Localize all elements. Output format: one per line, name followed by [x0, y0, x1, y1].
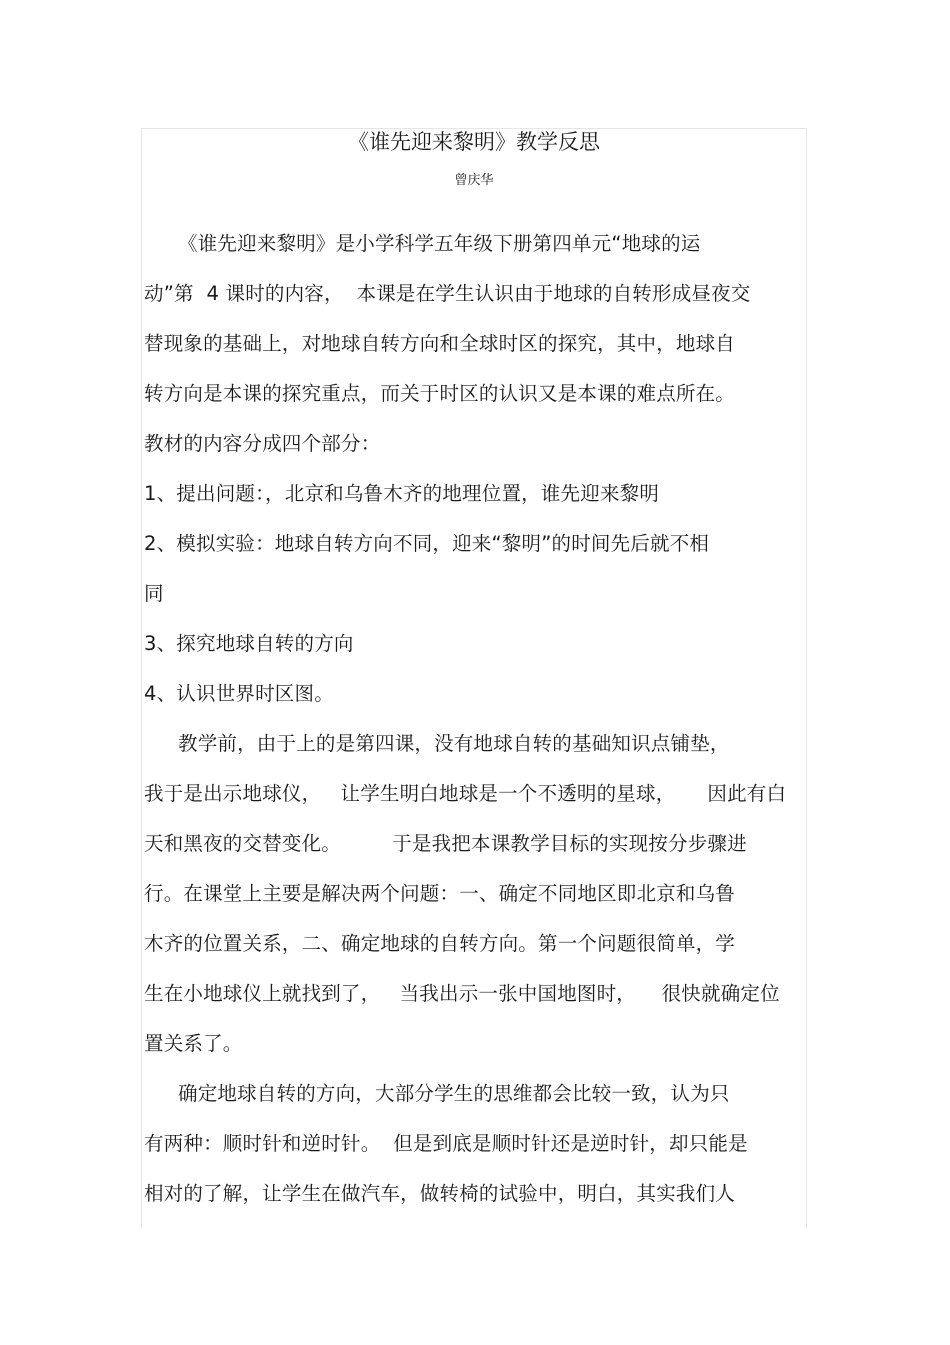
paragraph-line: 我于是出示地球仪， 让学生明白地球是一个不透明的星球， 因此有白	[144, 782, 787, 805]
document-author: 曾庆华	[454, 173, 494, 188]
paragraph-line: 相对的了解，让学生在做汽车，做转椅的试验中，明白，其实我们人	[144, 1182, 736, 1205]
paragraph-line: 行。在课堂上主要是解决两个问题：一、确定不同地区即北京和乌鲁	[144, 882, 736, 905]
list-item-line: 3、探究地球自转的方向	[144, 632, 354, 655]
paragraph-line: 天和黑夜的交替变化。 于是我把本课教学目标的实现按分步骤进	[144, 832, 747, 855]
paragraph-line: 生在小地球仪上就找到了， 当我出示一张中国地图时， 很快就确定位	[144, 982, 780, 1005]
list-item-line: 2、模拟实验：地球自转方向不同，迎来“黎明”的时间先后就不相	[144, 532, 710, 555]
document-title: 《谁先迎来黎明》教学反思	[348, 130, 600, 154]
paragraph-line: 《谁先迎来黎明》是小学科学五年级下册第四单元“地球的运	[178, 232, 701, 255]
list-item-line: 1、提出问题：，北京和乌鲁木齐的地理位置，谁先迎来黎明	[144, 482, 660, 505]
paragraph-line: 确定地球自转的方向，大部分学生的思维都会比较一致，认为只	[178, 1082, 730, 1105]
paragraph-line: 木齐的位置关系，二、确定地球的自转方向。第一个问题很简单，学	[144, 932, 736, 955]
paragraph-line: 转方向是本课的探究重点，而关于时区的认识又是本课的难点所在。	[144, 382, 736, 405]
list-item-line: 同	[144, 582, 164, 605]
paragraph-line: 教学前，由于上的是第四课，没有地球自转的基础知识点铺垫，	[178, 732, 730, 755]
paragraph-line: 有两种：顺时针和逆时针。 但是到底是顺时针还是逆时针，却只能是	[144, 1132, 748, 1155]
paragraph-line: 替现象的基础上，对地球自转方向和全球时区的探究，其中，地球自	[144, 332, 736, 355]
paragraph-line: 动”第 4 课时的内容， 本课是在学生认识由于地球的自转形成昼夜交	[144, 282, 751, 305]
paragraph-line: 教材的内容分成四个部分：	[144, 432, 381, 455]
paragraph-line: 置关系了。	[144, 1032, 243, 1055]
list-item-line: 4、认识世界时区图。	[144, 682, 334, 705]
